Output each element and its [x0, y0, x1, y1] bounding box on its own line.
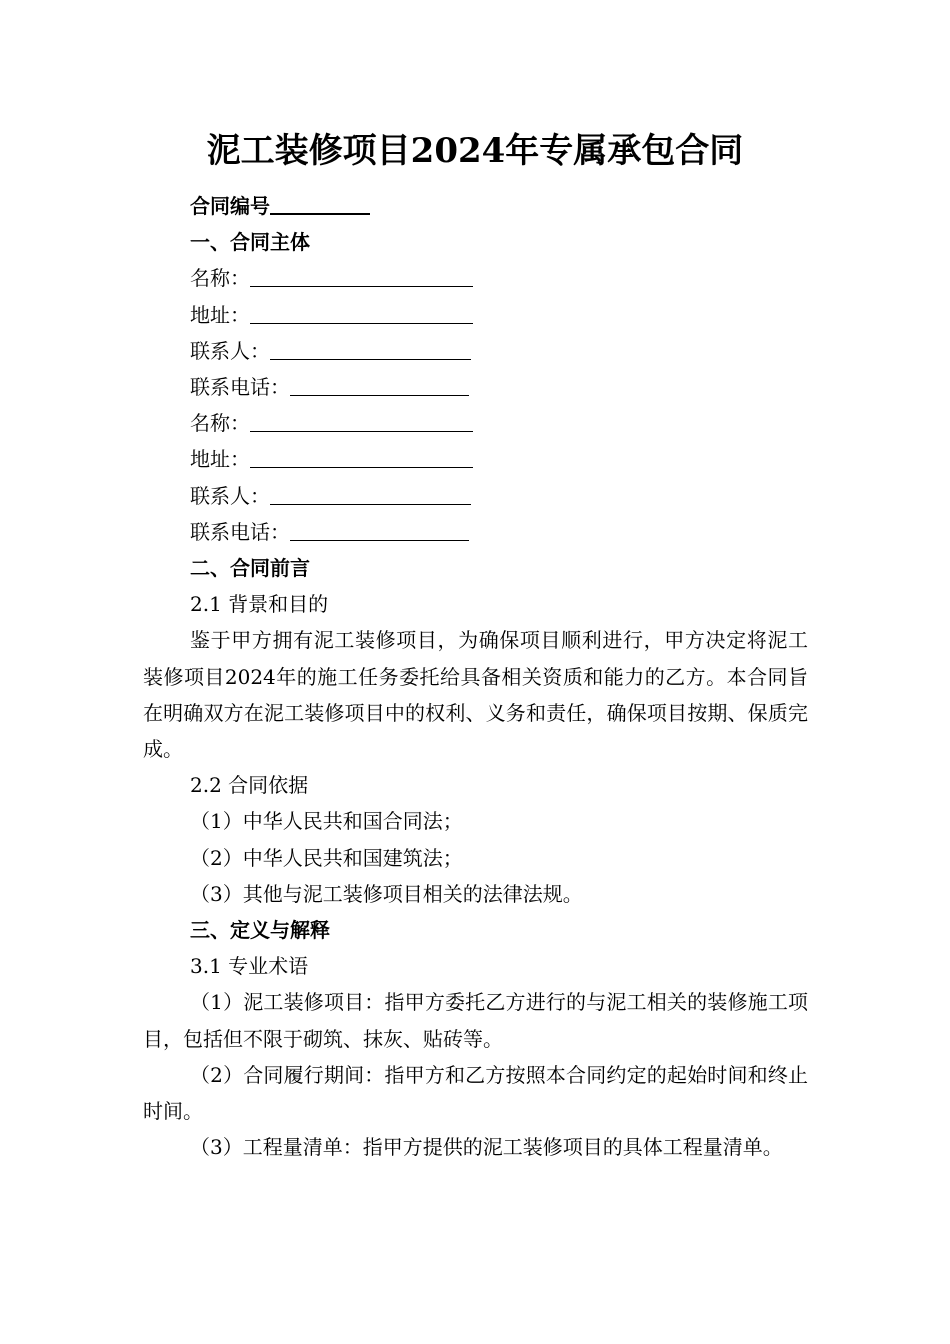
contract-number-line — [143, 188, 808, 224]
section2-sub1-text: 鉴于甲方拥有泥工装修项目，为确保项目顺利进行，甲方决定将泥工装修项目2024年的施工任务委托给具备相关资质和能力的乙方。本合同旨在明确双方在泥工装修项目中的权利、义务和责任，确保项目按期、保质完成。 — [143, 628, 808, 762]
party-b-contact-label: 联系人： — [190, 483, 270, 508]
section3-heading: 三、定义与解释 — [190, 918, 330, 943]
party-b-phone-blank — [290, 520, 469, 541]
party-a-contact-line — [143, 333, 808, 369]
party-a-name-line — [143, 260, 808, 296]
term-item: （2）合同履行期间：指甲方和乙方按照本合同约定的起始时间和终止时间。 — [143, 1062, 808, 1124]
party-b-name-blank — [250, 411, 473, 432]
party-b-phone-label: 联系电话： — [190, 519, 290, 544]
party-a-address-line — [143, 297, 808, 333]
section2-sub2-title: 2.2 合同依据 — [190, 773, 309, 798]
document-body — [143, 188, 808, 1165]
contract-number-blank — [270, 193, 370, 215]
party-a-phone-label: 联系电话： — [190, 375, 290, 400]
party-a-address-blank — [250, 303, 473, 324]
basis-item: （1）中华人民共和国合同法； — [190, 809, 463, 834]
document-title: 泥工装修项目2024年专属承包合同 — [206, 131, 744, 171]
party-a-phone-blank — [290, 375, 469, 396]
party-b-address-blank — [250, 447, 473, 468]
party-b-address-label: 地址： — [190, 447, 250, 472]
term-item: （1）泥工装修项目：指甲方委托乙方进行的与泥工相关的装修施工项目，包括但不限于砌筑、抹灰、贴砖等。 — [143, 990, 808, 1051]
party-a-address-label: 地址： — [190, 302, 250, 327]
party-b-phone-line — [143, 514, 808, 550]
party-b-contact-line — [143, 478, 808, 514]
term-item: （3）工程量清单：指甲方提供的泥工装修项目的具体工程量清单。 — [190, 1135, 783, 1160]
party-b-name-label: 名称： — [190, 411, 250, 436]
party-b-address-line — [143, 441, 808, 477]
section3-sub1-title: 3.1 专业术语 — [190, 954, 309, 979]
party-a-contact-blank — [270, 339, 471, 360]
section2-sub1-title: 2.1 背景和目的 — [190, 592, 329, 617]
party-a-contact-label: 联系人： — [190, 338, 270, 363]
party-a-phone-line — [143, 369, 808, 405]
contract-number-label: 合同编号 — [190, 194, 270, 218]
party-b-name-line — [143, 405, 808, 441]
basis-item: （2）中华人民共和国建筑法； — [190, 845, 463, 870]
section2-heading: 二、合同前言 — [190, 556, 310, 581]
section1-heading: 一、合同主体 — [190, 230, 310, 255]
basis-item: （3）其他与泥工装修项目相关的法律法规。 — [190, 881, 583, 906]
party-a-name-blank — [250, 266, 473, 287]
party-a-name-label: 名称： — [190, 266, 250, 291]
party-b-contact-blank — [270, 484, 471, 505]
